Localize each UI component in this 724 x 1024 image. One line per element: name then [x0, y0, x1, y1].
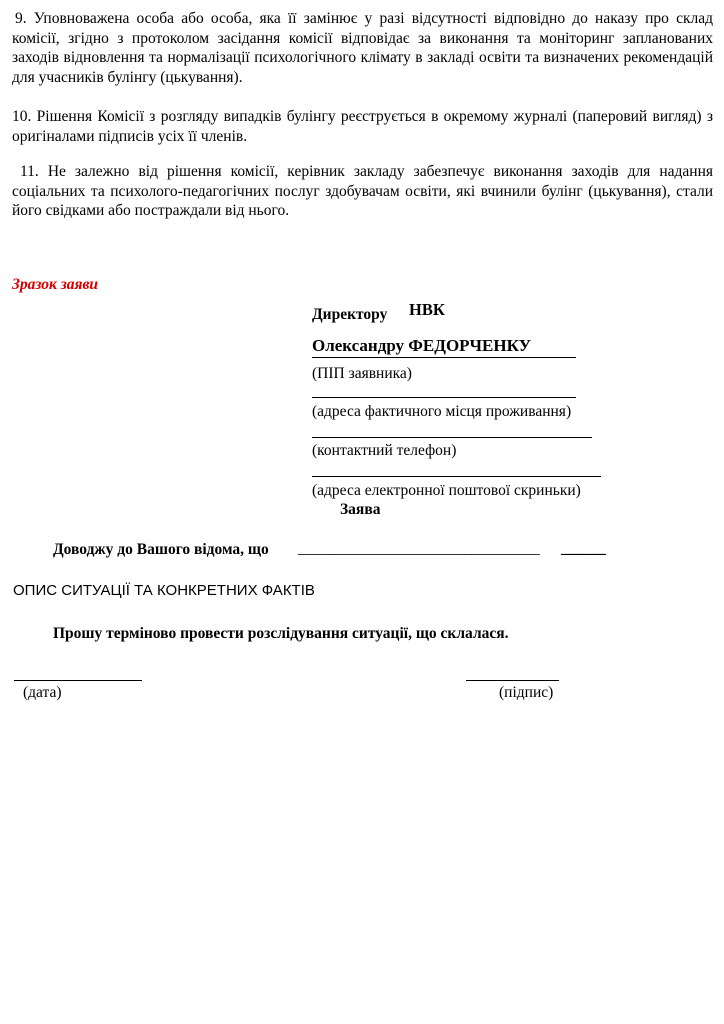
date-line	[14, 680, 142, 681]
addressee-to-label: Директору	[312, 306, 388, 323]
address-label: (адреса фактичного місця проживання)	[312, 403, 572, 420]
addressee-name: Олександру ФЕДОРЧЕНКУ	[312, 336, 532, 355]
request-text: Прошу терміново провести розслідування ситуації, що склалася.	[53, 625, 509, 642]
notify-blank-tail: ______	[561, 540, 606, 557]
notify-text: Доводжу до Вашого відома, що	[53, 541, 269, 558]
applicant-name-label: (ПІП заявника)	[312, 365, 412, 382]
notify-blank: ________________________________	[298, 540, 540, 557]
addressee-institution: НВК	[409, 300, 445, 319]
email-label: (адреса електронної поштової скриньки)	[312, 482, 581, 499]
paragraph-10: 10. Рішення Комісії з розгляду випадків булінгу реєструється в окремому журналі (паперовий вигляд) з оригіналами підписів усіх її членів.	[12, 108, 713, 145]
paragraph-11: 11. Не залежно від рішення комісії, керівник закладу забезпечує виконання заходів для надання соціальних та психолого-педагогічних послуг здобувачам освіти, які вчинили булінг (цькування), стали його свідками або постраждали від нього.	[12, 163, 713, 219]
sample-heading: Зразок заяви	[12, 276, 99, 293]
paragraph-9: 9. Уповноважена особа або особа, яка її замінює у разі відсутності відповідно до наказу про склад комісії, згідно з протоколом засідання комісії відповідає за виконання та моніторинг запланованих заходів відновлення та нормалізації психологічного клімату в закладі освіти та визначених рекомендацій для учасників булінгу (цькування).	[12, 10, 713, 86]
email-line	[312, 476, 601, 477]
statement-title: Заява	[340, 501, 381, 518]
address-line	[312, 397, 576, 398]
phone-line	[312, 437, 592, 438]
date-label: (дата)	[23, 684, 62, 701]
signature-line	[466, 680, 559, 681]
signature-label: (підпис)	[499, 684, 554, 701]
addressee-name-underline	[312, 357, 576, 358]
phone-label: (контактний телефон)	[312, 442, 457, 459]
situation-label: ОПИС СИТУАЦІЇ ТА КОНКРЕТНИХ ФАКТІВ	[13, 582, 315, 599]
